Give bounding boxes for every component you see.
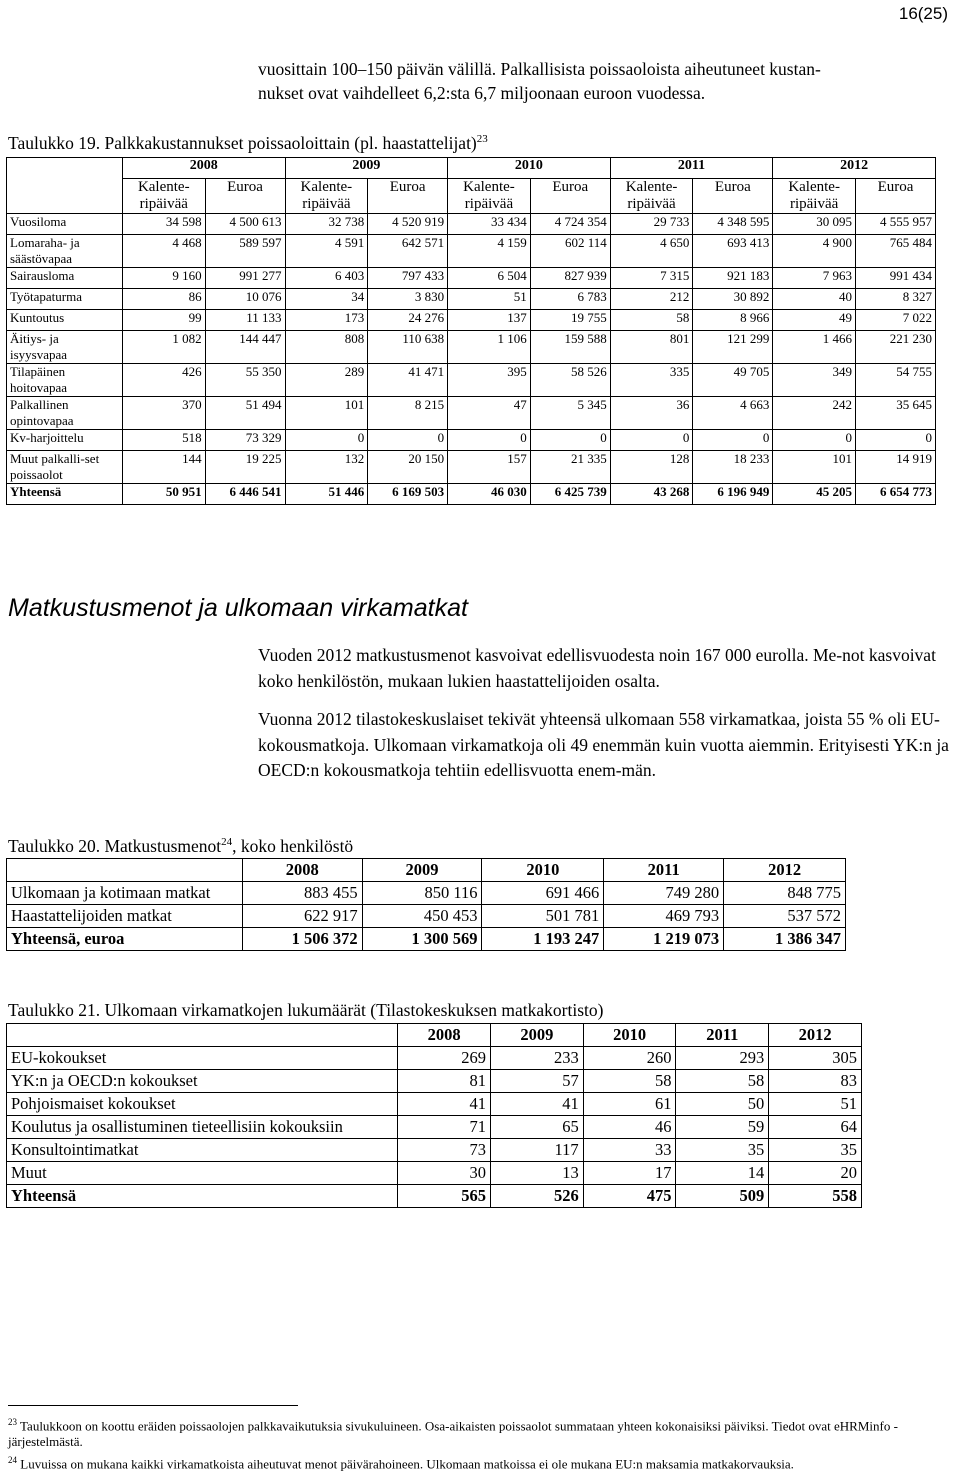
cell-value: 475 <box>583 1185 676 1208</box>
cell-value: 10 076 <box>205 289 285 310</box>
table20 <box>6 858 846 951</box>
page-number: 16(25) <box>898 4 948 23</box>
cell-value: 33 434 <box>448 214 531 235</box>
table-row <box>7 430 936 451</box>
row-label: Sairausloma <box>7 268 123 289</box>
cell-value: 0 <box>610 430 693 451</box>
table-row <box>7 882 846 905</box>
year-header: 2009 <box>490 1024 583 1047</box>
cell-value: 537 572 <box>724 905 846 928</box>
cell-value: 121 299 <box>693 331 773 364</box>
table-row <box>7 1070 862 1093</box>
cell-value: 518 <box>122 430 205 451</box>
table-total-row <box>7 1185 862 1208</box>
table-row <box>7 310 936 331</box>
cell-value: 221 230 <box>855 331 935 364</box>
cell-value: 35 <box>769 1139 862 1162</box>
row-label: Muut <box>7 1162 398 1185</box>
cell-value: 4 520 919 <box>368 214 448 235</box>
cell-value: 50 951 <box>122 484 205 505</box>
year-header: 2009 <box>285 158 448 179</box>
cell-value: 43 268 <box>610 484 693 505</box>
cell-value: 395 <box>448 364 531 397</box>
cell-value: 9 160 <box>122 268 205 289</box>
cell-value: 883 455 <box>242 882 362 905</box>
table-row <box>7 451 936 484</box>
cell-value: 0 <box>448 430 531 451</box>
cell-value: 622 917 <box>242 905 362 928</box>
cell-value: 157 <box>448 451 531 484</box>
table-row <box>7 1093 862 1116</box>
cell-value: 921 183 <box>693 268 773 289</box>
year-header: 2012 <box>773 158 936 179</box>
cell-value: 58 526 <box>530 364 610 397</box>
cell-value: 99 <box>122 310 205 331</box>
cell-value: 30 <box>398 1162 491 1185</box>
cell-value: 1 193 247 <box>482 928 604 951</box>
subheader-euro: Euroa <box>205 179 285 214</box>
row-label: YK:n ja OECD:n kokoukset <box>7 1070 398 1093</box>
footnote-24: $^{24}$ Luvuissa on mukana kaikki virkamatkoista aiheutuvat menot päivärahoineen. Ulkomaan matkoissa ei ole mukana EU:n maksamia matkakorvauksia. <box>8 1455 794 1472</box>
cell-value: 4 159 <box>448 235 531 268</box>
cell-value: 0 <box>773 430 856 451</box>
table21 <box>6 1023 862 1208</box>
row-label: Tilapäinen hoitovapaa <box>7 364 123 397</box>
paragraph-trips: Vuonna 2012 tilastokeskuslaiset tekivät yhteensä ulkomaan 558 virkamatkaa, joista 55 % oli EU-kokousmatkoja. Ulkomaan virkamatkoja oli 49 enemmän kuin vuotta aiemmin. Erityisesti YK:n ja OECD:n kokousmatkoja tehtiin edellisvuotta enem-män. <box>258 709 949 780</box>
cell-value: 6 504 <box>448 268 531 289</box>
cell-value: 293 <box>676 1047 769 1070</box>
cell-value: 4 724 354 <box>530 214 610 235</box>
cell-value: 0 <box>285 430 368 451</box>
cell-value: 159 588 <box>530 331 610 364</box>
table21-caption: Taulukko 21. Ulkomaan virkamatkojen lukumäärät (Tilastokeskuksen matkakortisto) <box>8 1000 604 1020</box>
year-header: 2010 <box>448 158 611 179</box>
cell-value: 797 433 <box>368 268 448 289</box>
cell-value: 749 280 <box>604 882 724 905</box>
header-blank <box>7 179 123 214</box>
cell-value: 83 <box>769 1070 862 1093</box>
cell-value: 101 <box>773 451 856 484</box>
subheader-days: Kalente-ripäivää <box>448 179 531 214</box>
cell-value: 14 919 <box>855 451 935 484</box>
table-row <box>7 268 936 289</box>
row-label: Työtapaturma <box>7 289 123 310</box>
cell-value: 642 571 <box>368 235 448 268</box>
table-subheader-row <box>7 179 936 214</box>
row-label: Palkallinen opintovapaa <box>7 397 123 430</box>
year-header: 2010 <box>482 859 604 882</box>
cell-value: 3 830 <box>368 289 448 310</box>
cell-value: 20 <box>769 1162 862 1185</box>
row-label: Kuntoutus <box>7 310 123 331</box>
cell-value: 58 <box>610 310 693 331</box>
table-row <box>7 1139 862 1162</box>
paragraph-travel-costs: Vuoden 2012 matkustusmenot kasvoivat edellisvuodesta noin 167 000 eurolla. Me-not kasvoivat koko henkilöstön, mukaan lukien haastattelijoiden osalta. <box>258 645 936 691</box>
header-blank <box>7 1024 398 1047</box>
subheader-days: Kalente-ripäivää <box>610 179 693 214</box>
row-label: Lomaraha- ja säästövapaa <box>7 235 123 268</box>
cell-value: 71 <box>398 1116 491 1139</box>
cell-value: 1 466 <box>773 331 856 364</box>
cell-value: 29 733 <box>610 214 693 235</box>
cell-value: 6 783 <box>530 289 610 310</box>
table19-caption: Taulukko 19. Palkkakustannukset poissaoloittain (pl. haastattelijat)$^{23}$ <box>8 133 488 153</box>
cell-value: 36 <box>610 397 693 430</box>
cell-value: 426 <box>122 364 205 397</box>
cell-value: 848 775 <box>724 882 846 905</box>
table-header-row <box>7 158 936 179</box>
subheader-euro: Euroa <box>693 179 773 214</box>
cell-value: 7 315 <box>610 268 693 289</box>
cell-value: 128 <box>610 451 693 484</box>
cell-value: 4 591 <box>285 235 368 268</box>
row-label: EU-kokoukset <box>7 1047 398 1070</box>
cell-value: 46 <box>583 1116 676 1139</box>
table-row <box>7 289 936 310</box>
header-blank <box>7 158 123 179</box>
cell-value: 33 <box>583 1139 676 1162</box>
year-header: 2008 <box>242 859 362 882</box>
table-row <box>7 331 936 364</box>
year-header: 2008 <box>122 158 285 179</box>
cell-value: 47 <box>448 397 531 430</box>
cell-value: 242 <box>773 397 856 430</box>
table-row <box>7 1116 862 1139</box>
year-header: 2008 <box>398 1024 491 1047</box>
cell-value: 30 095 <box>773 214 856 235</box>
cell-value: 4 500 613 <box>205 214 285 235</box>
cell-value: 0 <box>693 430 773 451</box>
cell-value: 6 169 503 <box>368 484 448 505</box>
cell-value: 0 <box>368 430 448 451</box>
cell-value: 49 705 <box>693 364 773 397</box>
cell-value: 1 506 372 <box>242 928 362 951</box>
cell-value: 212 <box>610 289 693 310</box>
cell-value: 65 <box>490 1116 583 1139</box>
cell-value: 1 386 347 <box>724 928 846 951</box>
cell-value: 144 447 <box>205 331 285 364</box>
cell-value: 137 <box>448 310 531 331</box>
table-row <box>7 1162 862 1185</box>
cell-value: 17 <box>583 1162 676 1185</box>
cell-value: 1 300 569 <box>362 928 482 951</box>
cell-value: 6 196 949 <box>693 484 773 505</box>
cell-value: 45 205 <box>773 484 856 505</box>
cell-value: 51 446 <box>285 484 368 505</box>
year-header: 2012 <box>769 1024 862 1047</box>
cell-value: 35 645 <box>855 397 935 430</box>
cell-value: 24 276 <box>368 310 448 331</box>
cell-value: 6 446 541 <box>205 484 285 505</box>
cell-value: 34 598 <box>122 214 205 235</box>
cell-value: 693 413 <box>693 235 773 268</box>
cell-value: 6 425 739 <box>530 484 610 505</box>
table-total-row <box>7 484 936 505</box>
cell-value: 30 892 <box>693 289 773 310</box>
cell-value: 469 793 <box>604 905 724 928</box>
intro-paragraph <box>258 57 938 105</box>
cell-value: 61 <box>583 1093 676 1116</box>
cell-value: 132 <box>285 451 368 484</box>
cell-value: 1 106 <box>448 331 531 364</box>
row-label: Koulutus ja osallistuminen tieteellisiin kokouksiin <box>7 1116 398 1139</box>
cell-value: 509 <box>676 1185 769 1208</box>
cell-value: 55 350 <box>205 364 285 397</box>
cell-value: 34 <box>285 289 368 310</box>
cell-value: 18 233 <box>693 451 773 484</box>
table20-caption: Taulukko 20. Matkustusmenot$^{24}$, koko henkilöstö <box>8 836 354 856</box>
cell-value: 110 638 <box>368 331 448 364</box>
cell-value: 19 225 <box>205 451 285 484</box>
table-row <box>7 235 936 268</box>
subheader-days: Kalente-ripäivää <box>773 179 856 214</box>
cell-value: 991 277 <box>205 268 285 289</box>
subheader-euro: Euroa <box>855 179 935 214</box>
row-label: Yhteensä <box>7 1185 398 1208</box>
cell-value: 86 <box>122 289 205 310</box>
year-header: 2009 <box>362 859 482 882</box>
table-row <box>7 364 936 397</box>
year-header: 2011 <box>610 158 773 179</box>
cell-value: 54 755 <box>855 364 935 397</box>
cell-value: 50 <box>676 1093 769 1116</box>
cell-value: 20 150 <box>368 451 448 484</box>
cell-value: 335 <box>610 364 693 397</box>
cell-value: 0 <box>530 430 610 451</box>
cell-value: 305 <box>769 1047 862 1070</box>
cell-value: 40 <box>773 289 856 310</box>
subheader-days: Kalente-ripäivää <box>122 179 205 214</box>
row-label: Pohjoismaiset kokoukset <box>7 1093 398 1116</box>
cell-value: 51 <box>769 1093 862 1116</box>
cell-value: 35 <box>676 1139 769 1162</box>
year-header: 2011 <box>604 859 724 882</box>
cell-value: 8 966 <box>693 310 773 331</box>
cell-value: 49 <box>773 310 856 331</box>
cell-value: 46 030 <box>448 484 531 505</box>
cell-value: 8 327 <box>855 289 935 310</box>
cell-value: 57 <box>490 1070 583 1093</box>
cell-value: 370 <box>122 397 205 430</box>
cell-value: 501 781 <box>482 905 604 928</box>
section-heading: Matkustusmenot ja ulkomaan virkamatkat <box>8 594 468 622</box>
cell-value: 51 <box>448 289 531 310</box>
cell-value: 58 <box>583 1070 676 1093</box>
cell-value: 526 <box>490 1185 583 1208</box>
cell-value: 32 738 <box>285 214 368 235</box>
row-label: Haastattelijoiden matkat <box>7 905 243 928</box>
cell-value: 602 114 <box>530 235 610 268</box>
cell-value: 73 329 <box>205 430 285 451</box>
cell-value: 4 348 595 <box>693 214 773 235</box>
cell-value: 691 466 <box>482 882 604 905</box>
cell-value: 565 <box>398 1185 491 1208</box>
row-label: Yhteensä, euroa <box>7 928 243 951</box>
cell-value: 6 403 <box>285 268 368 289</box>
cell-value: 64 <box>769 1116 862 1139</box>
table-row <box>7 1047 862 1070</box>
table-row <box>7 397 936 430</box>
cell-value: 260 <box>583 1047 676 1070</box>
table-header-row <box>7 859 846 882</box>
cell-value: 173 <box>285 310 368 331</box>
subheader-days: Kalente-ripäivää <box>285 179 368 214</box>
cell-value: 4 650 <box>610 235 693 268</box>
cell-value: 589 597 <box>205 235 285 268</box>
cell-value: 8 215 <box>368 397 448 430</box>
cell-value: 73 <box>398 1139 491 1162</box>
cell-value: 101 <box>285 397 368 430</box>
intro-line: vuosittain 100–150 päivän välillä. Palkallisista poissaoloista aiheutuneet kustan- <box>258 59 821 79</box>
subheader-euro: Euroa <box>368 179 448 214</box>
cell-value: 19 755 <box>530 310 610 331</box>
table-header-row <box>7 1024 862 1047</box>
cell-value: 450 453 <box>362 905 482 928</box>
cell-value: 58 <box>676 1070 769 1093</box>
cell-value: 827 939 <box>530 268 610 289</box>
cell-value: 21 335 <box>530 451 610 484</box>
row-label: Muut palkalli-set poissaolot <box>7 451 123 484</box>
row-label: Ulkomaan ja kotimaan matkat <box>7 882 243 905</box>
cell-value: 51 494 <box>205 397 285 430</box>
cell-value: 41 <box>490 1093 583 1116</box>
cell-value: 6 654 773 <box>855 484 935 505</box>
cell-value: 41 471 <box>368 364 448 397</box>
cell-value: 4 555 957 <box>855 214 935 235</box>
cell-value: 1 219 073 <box>604 928 724 951</box>
intro-line: nukset ovat vaihdelleet 6,2:sta 6,7 miljoonaan euroon vuodessa. <box>258 83 706 103</box>
header-blank <box>7 859 243 882</box>
cell-value: 349 <box>773 364 856 397</box>
row-label: Äitiys- ja isyysvapaa <box>7 331 123 364</box>
cell-value: 4 900 <box>773 235 856 268</box>
cell-value: 41 <box>398 1093 491 1116</box>
row-label: Vuosiloma <box>7 214 123 235</box>
table-row <box>7 905 846 928</box>
cell-value: 765 484 <box>855 235 935 268</box>
row-label: Konsultointimatkat <box>7 1139 398 1162</box>
cell-value: 7 963 <box>773 268 856 289</box>
table19 <box>6 157 936 505</box>
table-total-row <box>7 928 846 951</box>
cell-value: 144 <box>122 451 205 484</box>
cell-value: 14 <box>676 1162 769 1185</box>
cell-value: 991 434 <box>855 268 935 289</box>
cell-value: 801 <box>610 331 693 364</box>
year-header: 2011 <box>676 1024 769 1047</box>
cell-value: 850 116 <box>362 882 482 905</box>
cell-value: 808 <box>285 331 368 364</box>
year-header: 2012 <box>724 859 846 882</box>
cell-value: 117 <box>490 1139 583 1162</box>
cell-value: 11 133 <box>205 310 285 331</box>
cell-value: 5 345 <box>530 397 610 430</box>
cell-value: 269 <box>398 1047 491 1070</box>
table-row <box>7 214 936 235</box>
cell-value: 4 468 <box>122 235 205 268</box>
cell-value: 558 <box>769 1185 862 1208</box>
cell-value: 13 <box>490 1162 583 1185</box>
row-label: Yhteensä <box>7 484 123 505</box>
cell-value: 233 <box>490 1047 583 1070</box>
cell-value: 59 <box>676 1116 769 1139</box>
cell-value: 289 <box>285 364 368 397</box>
cell-value: 1 082 <box>122 331 205 364</box>
row-label: Kv-harjoittelu <box>7 430 123 451</box>
subheader-euro: Euroa <box>530 179 610 214</box>
cell-value: 7 022 <box>855 310 935 331</box>
footnote-separator <box>8 1405 298 1406</box>
year-header: 2010 <box>583 1024 676 1047</box>
footnote-23: $^{23}$ Taulukkoon on koottu eräiden poissaolojen palkkavaikutuksia sivukuluineen. Osa-aikaisten poissaolot summataan yhteen kokonaisiksi päiviksi. Tiedot ovat eHRMinfo -järjestelmästä. <box>8 1417 898 1450</box>
cell-value: 4 663 <box>693 397 773 430</box>
cell-value: 81 <box>398 1070 491 1093</box>
cell-value: 0 <box>855 430 935 451</box>
